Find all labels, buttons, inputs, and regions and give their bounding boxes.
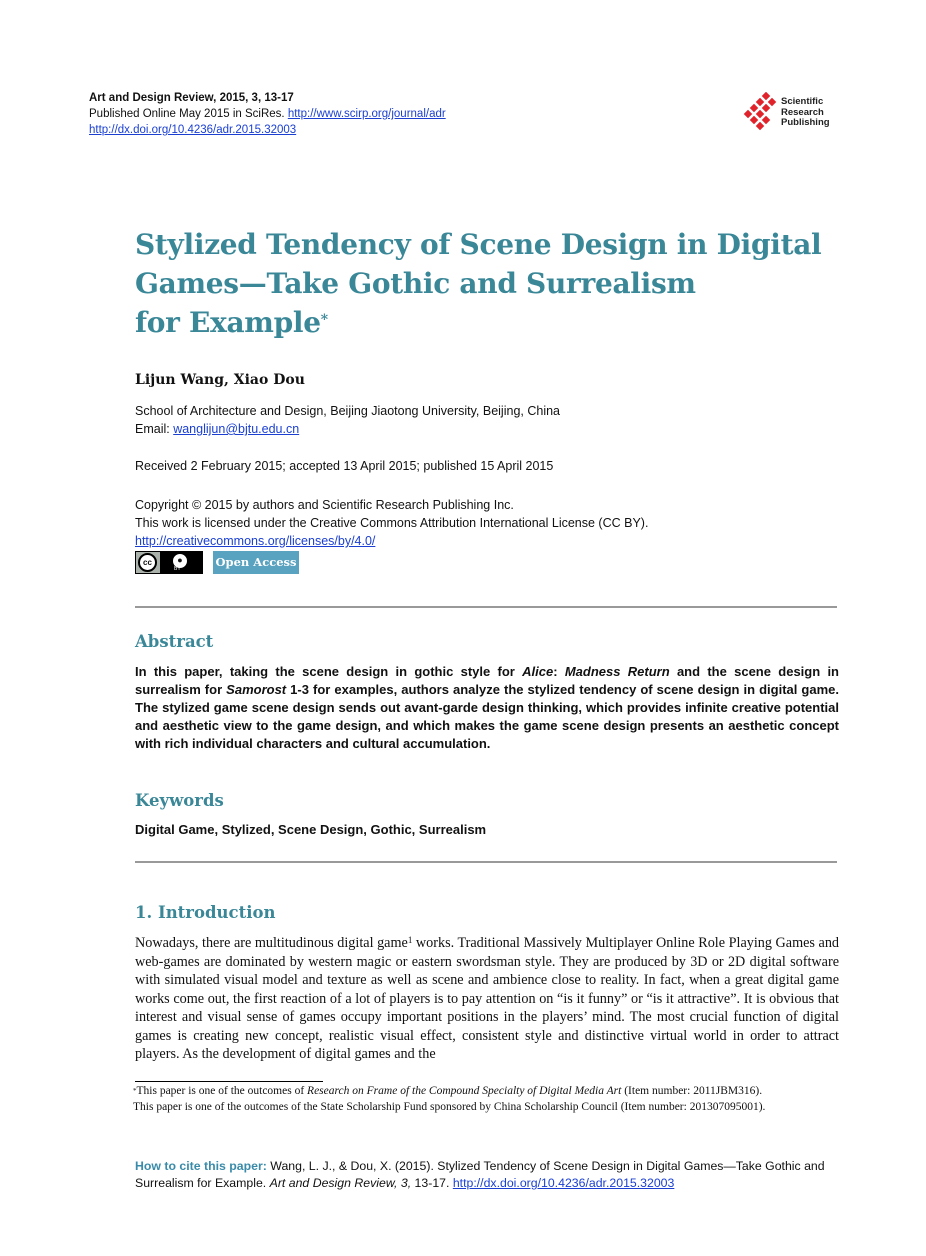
email-link[interactable]: wanglijun@bjtu.edu.cn <box>173 422 300 436</box>
keywords-text: Digital Game, Stylized, Scene Design, Gothic, Surrealism <box>135 822 487 837</box>
citation-text-1: Wang, L. J., & Dou, X. (2015). Stylized Tendency of Scene Design in Digital Games—Take Gothic and Surrealism for Example. <box>135 1159 825 1190</box>
intro-part-2: works. Traditional Massively Multiplayer Online Role Playing Games and web-games are dominated by western magic or eastern swordsman style. They are produced by 3D or 2D digital software with simulated visual model and texture as well as scene and ambience close to reality. In fact, when a great digital game works come out, the first reaction of a lot of players is to pay attention on “is it funny” or “is it attractive”. It is obvious that interest and visual sense of games occupy important positions in the players’ mind. The most crucial function of digital games is creating new concept, realistic visual effect, consistent style and distinctive virtual world in order to attract players. As the development of digital games and the <box>135 935 840 1062</box>
open-access-badge[interactable]: Open Access <box>213 551 299 574</box>
abstract-part-2: and the scene design in surrealism for <box>135 664 839 697</box>
footnote-2: This paper is one of the outcomes of the State Scholarship Fund sponsored by China Scholarship Council (Item number: 201307095001). <box>133 1101 766 1113</box>
footnote-mark: * <box>133 1087 137 1095</box>
footnote-1b: (Item number: 2011JBM316). <box>621 1085 763 1097</box>
publisher-logo <box>743 92 843 132</box>
footnote-1a: This paper is one of the outcomes of <box>136 1085 308 1097</box>
logo-line-1: Scientific <box>781 96 824 107</box>
copyright-line: Copyright © 2015 by authors and Scientific Research Publishing Inc. <box>135 498 514 512</box>
citation-journal: Art and Design Review, 3, <box>269 1176 412 1190</box>
footnote-1-project: Research on Frame of the Compound Specialty of Digital Media Art <box>307 1085 622 1097</box>
citation-doi-link[interactable]: http://dx.doi.org/10.4236/adr.2015.32003 <box>452 1176 675 1190</box>
footnote-1 <box>133 1083 765 1099</box>
paper-title <box>135 225 855 342</box>
logo-line-2: Research <box>781 106 824 118</box>
game-title-samorost: Samorost <box>226 682 287 697</box>
citation-label: How to cite this paper: <box>135 1159 267 1173</box>
affiliation: School of Architecture and Design, Beijing Jiaotong University, Beijing, China <box>135 404 560 418</box>
journal-url-link[interactable]: http://www.scirp.org/journal/adr <box>287 108 446 120</box>
cc-by-badge[interactable] <box>135 551 203 574</box>
logo-text <box>781 97 830 129</box>
introduction-heading: 1. Introduction <box>135 903 276 922</box>
title-line-3: for Example <box>135 306 321 339</box>
abstract-colon: : <box>553 664 565 679</box>
email-label: Email: <box>135 422 174 436</box>
abstract-text <box>135 663 839 753</box>
game-title-alice: Alice <box>522 664 554 679</box>
scirp-diamonds-icon <box>743 92 779 132</box>
received-dates: Received 2 February 2015; accepted 13 April 2015; published 15 April 2015 <box>135 459 554 473</box>
footnote-ref-1: 1 <box>407 935 413 945</box>
game-title-madness: Madness Return <box>564 664 670 679</box>
license-link[interactable]: http://creativecommons.org/licenses/by/4.0/ <box>135 534 376 548</box>
abstract-part-3: 1-3 for examples, authors analyze the stylized tendency of scene design in digital game. The stylized game scene design sends out avant-garde design thinking, which provides infinite creative potential and aesthetic view to the game design, and which makes the game scene design presents an aesthetic concept with rich individual characters and cultural accumulation. <box>135 682 839 751</box>
by-label: BY <box>174 566 181 572</box>
divider-top <box>135 606 837 608</box>
abstract-part-1: In this paper, taking the scene design in gothic style for <box>135 664 523 679</box>
license-line: This work is licensed under the Creative Commons Attribution International License (CC BY). <box>135 516 649 530</box>
citation-text-2: 13-17. <box>411 1176 453 1190</box>
copyright-block <box>135 496 648 550</box>
abstract-heading: Abstract <box>135 632 214 651</box>
divider-bottom <box>135 861 837 863</box>
journal-header <box>89 90 446 138</box>
cc-icon: cc <box>138 553 157 572</box>
citation-block <box>135 1158 845 1192</box>
journal-line: Art and Design Review, 2015, 3, 13-17 <box>89 92 294 104</box>
logo-line-3: Publishing <box>781 117 830 128</box>
keywords-heading: Keywords <box>135 791 224 810</box>
title-asterisk: * <box>320 312 328 328</box>
published-prefix: Published Online May 2015 in SciRes. <box>89 108 288 120</box>
footnotes <box>133 1083 765 1115</box>
published-line <box>89 106 446 122</box>
title-line-2: Games—Take Gothic and Surrealism <box>135 267 696 300</box>
intro-part-1: Nowadays, there are multitudinous digital game <box>135 935 408 951</box>
introduction-text <box>135 934 839 1064</box>
authors: Lijun Wang, Xiao Dou <box>135 372 305 388</box>
affiliation-block <box>135 402 560 438</box>
title-line-1: Stylized Tendency of Scene Design in Digital <box>135 228 822 261</box>
doi-link[interactable]: http://dx.doi.org/10.4236/adr.2015.32003 <box>89 124 297 136</box>
attribution-person-icon: ● <box>172 553 188 569</box>
footnote-rule <box>135 1081 323 1082</box>
